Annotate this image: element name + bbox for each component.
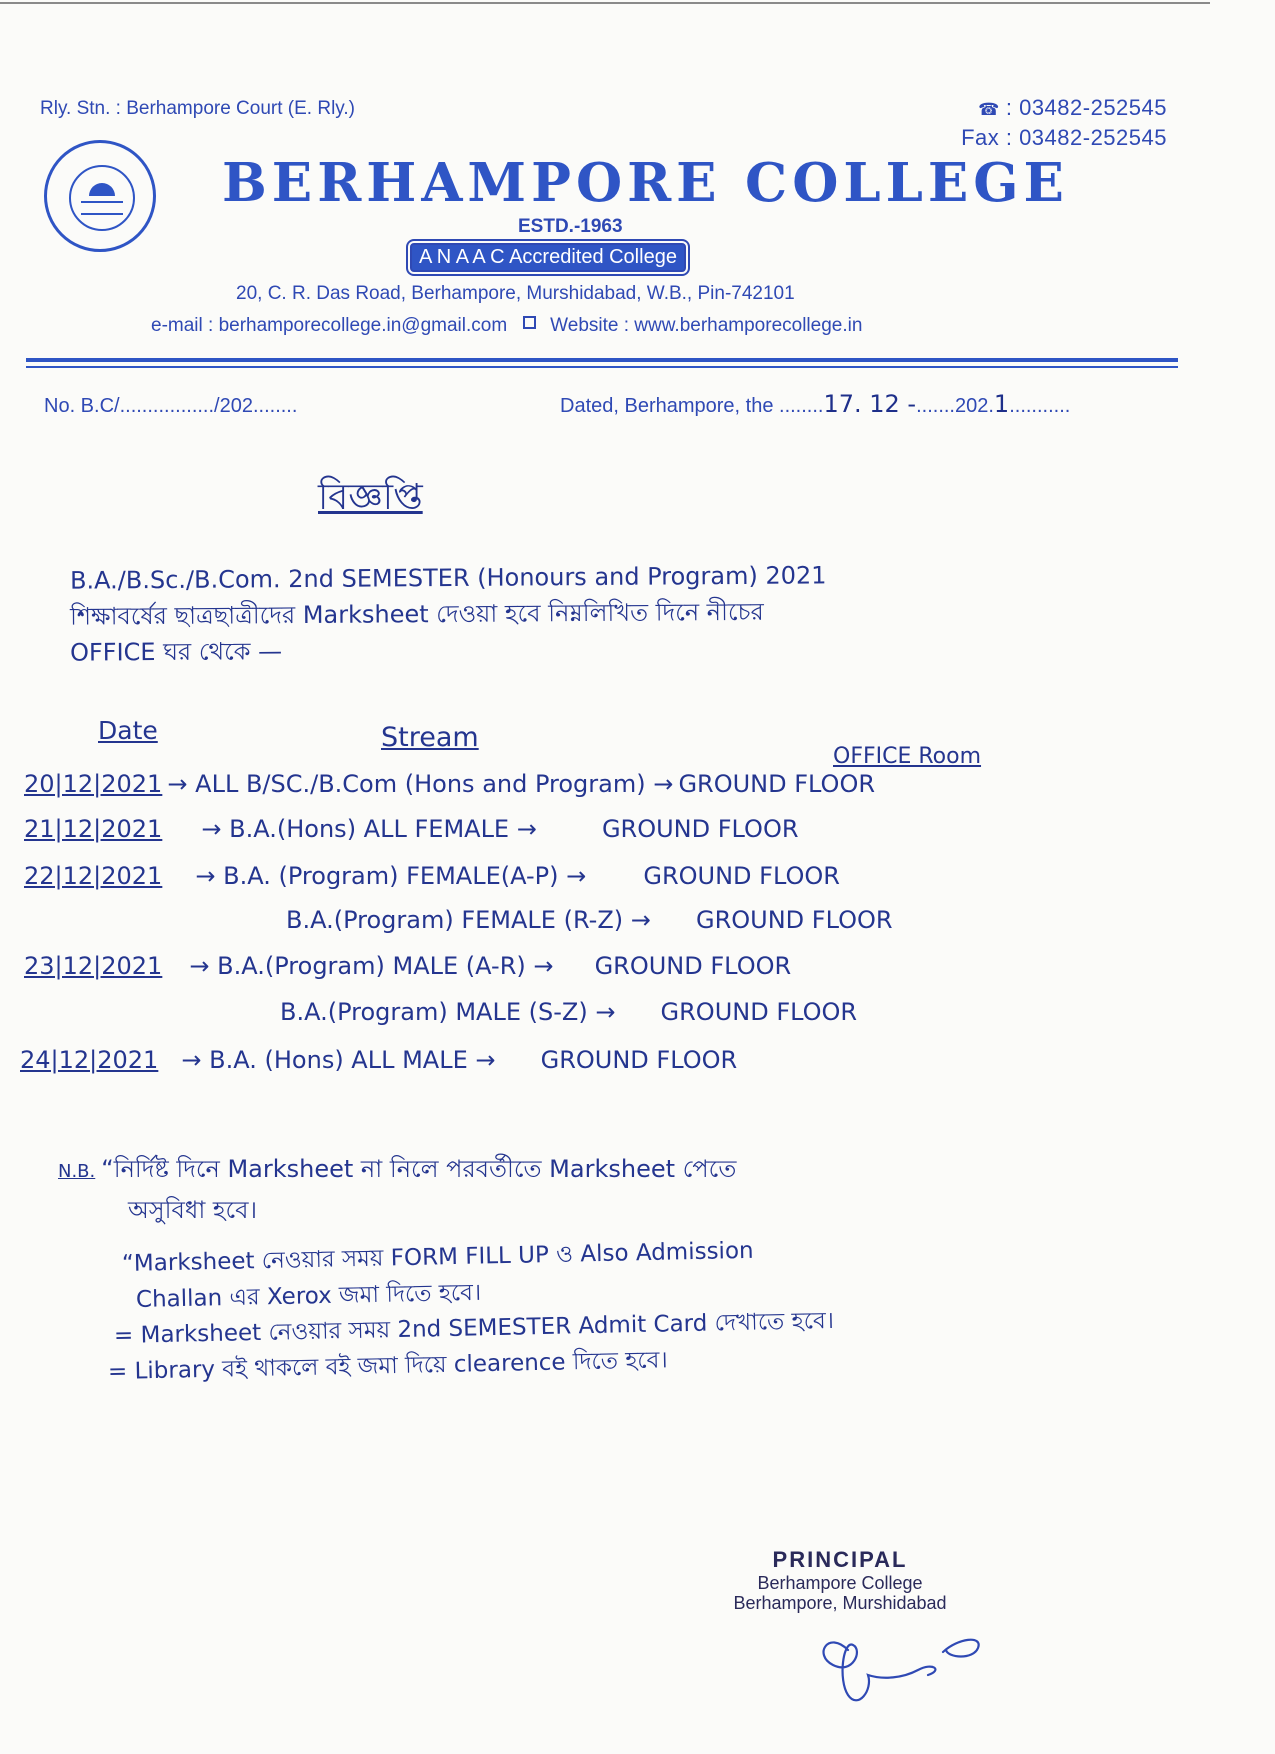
instructions — [107, 1237, 835, 1390]
email-website-line — [151, 315, 862, 337]
schedule-room: GROUND FLOOR — [660, 998, 858, 1026]
contact-numbers — [961, 94, 1167, 152]
schedule-row — [24, 952, 791, 980]
college-name: BERHAMPORE COLLEGE — [222, 152, 1069, 214]
dated-line — [560, 390, 1070, 418]
handwritten-date: 17. 12 - — [823, 390, 917, 418]
stamp-place: Berhampore, Murshidabad — [733, 1593, 947, 1613]
phone-number: : 03482-252545 — [1005, 95, 1167, 120]
column-header-date: Date — [98, 716, 158, 745]
nb-line — [58, 1150, 736, 1191]
dated-label: Dated, Berhampore, the ........ — [560, 395, 824, 417]
nb-line: অসুবিধা হবে। — [128, 1196, 258, 1224]
schedule-row — [24, 770, 875, 798]
schedule-stream: → B.A.(Program) MALE (A-R) → — [189, 952, 554, 980]
principal-signature — [808, 1620, 1008, 1715]
schedule-room: GROUND FLOOR — [643, 862, 840, 890]
intro-line: শিক্ষাবর্ষের ছাত্রছাত্রীদের Marksheet দেওয়া হবে নিম্নলিখিত দিনে নীচের — [69, 597, 764, 631]
reference-number: No. B.C/................./202........ — [44, 395, 298, 417]
instruction-line: “Marksheet নেওয়ার সময় FORM FILL UP ও Also Admission — [121, 1237, 754, 1277]
schedule-date: 21|12|2021 — [24, 815, 163, 843]
stamp-institution: Berhampore College — [757, 1573, 923, 1593]
schedule-room: GROUND FLOOR — [540, 1046, 738, 1074]
college-address: 20, C. R. Das Road, Berhampore, Murshidabad, W.B., Pin-742101 — [236, 283, 795, 304]
bullet-square-icon — [523, 316, 536, 329]
nota-bene — [58, 1150, 736, 1229]
schedule-row — [24, 815, 799, 843]
intro-line: B.A./B.Sc./B.Com. 2nd SEMESTER (Honours and Program) 2021 — [69, 561, 827, 595]
schedule-row — [24, 862, 840, 890]
stamp-title: PRINCIPAL — [772, 1547, 908, 1572]
schedule-room: GROUND FLOOR — [678, 770, 876, 798]
notice-intro — [70, 560, 827, 668]
nb-text: “নির্দিষ্ট দিনে Marksheet না নিলে পরবর্তীতে Marksheet পেতে — [101, 1155, 737, 1183]
schedule-stream: → B.A.(Hons) ALL FEMALE → — [201, 815, 537, 843]
schedule-room: GROUND FLOOR — [594, 952, 792, 980]
college-seal-icon — [44, 140, 156, 252]
header-divider-thin — [26, 366, 1178, 368]
schedule-date: 20|12|2021 — [24, 770, 163, 798]
schedule-date: 23|12|2021 — [24, 952, 163, 980]
seal-waves — [81, 201, 123, 215]
schedule-room: GROUND FLOOR — [601, 815, 799, 843]
accreditation-badge: A N A A C Accredited College — [410, 243, 686, 272]
schedule-row — [280, 998, 857, 1026]
column-header-stream: Stream — [381, 722, 479, 753]
schedule-row — [20, 1046, 737, 1074]
website: Website : www.berhamporecollege.in — [550, 315, 863, 336]
instruction-line: = Marksheet নেওয়ার সময় 2nd SEMESTER Admit Card দেখাতে হবে। — [113, 1307, 835, 1349]
schedule-row — [286, 906, 893, 934]
established-year: ESTD.-1963 — [518, 216, 623, 237]
top-scan-rule — [0, 2, 1210, 4]
schedule-date: 24|12|2021 — [20, 1046, 159, 1074]
schedule-stream: → B.A. (Program) FEMALE(A-P) → — [195, 862, 587, 890]
column-header-office: OFFICE Room — [833, 744, 982, 769]
schedule-stream: B.A.(Program) FEMALE (R-Z) → — [286, 906, 651, 934]
nb-label: N.B. — [58, 1161, 96, 1182]
email: e-mail : berhamporecollege.in@gmail.com — [151, 315, 508, 336]
seal-inner-ring — [69, 165, 135, 231]
header-divider — [26, 358, 1178, 362]
schedule-stream: → B.A. (Hons) ALL MALE → — [181, 1046, 496, 1074]
telephone-icon: ☎ — [978, 100, 1000, 119]
intro-line: OFFICE ঘর থেকে — — [69, 637, 283, 667]
dated-year-prefix: .......202. — [916, 395, 994, 417]
notice-title: বিজ্ঞপ্তি — [318, 477, 423, 518]
schedule-date: 22|12|2021 — [24, 862, 163, 890]
dated-year-digit: 1 — [993, 390, 1010, 418]
schedule-stream: B.A.(Program) MALE (S-Z) → — [280, 998, 616, 1026]
instruction-line: Challan এর Xerox জমা দিতে হবে। — [135, 1279, 482, 1313]
schedule-room: GROUND FLOOR — [695, 906, 893, 934]
instruction-line: = Library বই থাকলে বই জমা দিয়ে clearence দিতে হবে। — [107, 1347, 668, 1385]
dated-trailer: ........... — [1009, 395, 1071, 417]
phone-line — [961, 94, 1167, 124]
fax-number: Fax : 03482-252545 — [961, 125, 1167, 150]
schedule-stream: → ALL B/SC./B.Com (Hons and Program) → — [167, 770, 674, 798]
railway-station: Rly. Stn. : Berhampore Court (E. Rly.) — [40, 98, 355, 119]
principal-stamp — [660, 1547, 1020, 1613]
